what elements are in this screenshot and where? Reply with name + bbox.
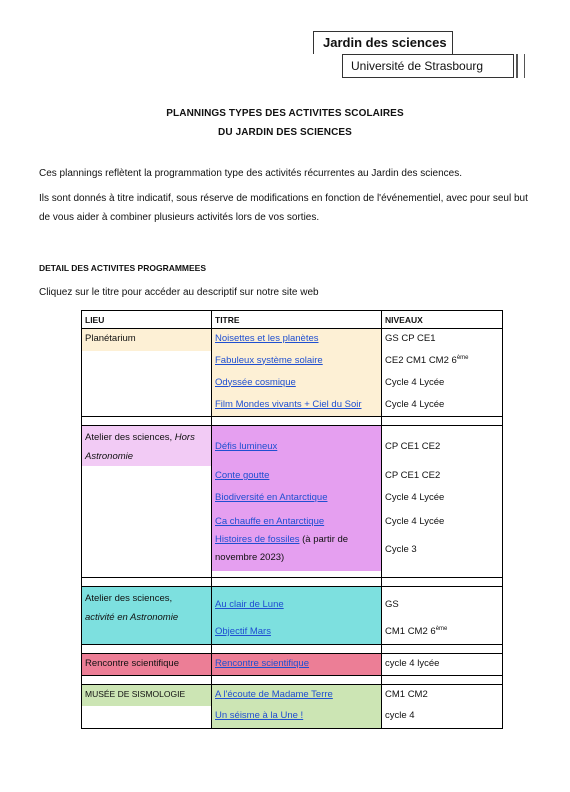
table-row: [82, 488, 503, 510]
niveau-cell: GS: [382, 586, 503, 622]
activity-link[interactable]: Film Mondes vivants + Ciel du Soir: [215, 398, 362, 410]
table-row: [82, 653, 503, 675]
table-row: [82, 395, 503, 417]
table-header-row: [82, 311, 503, 329]
niveau-cell: cycle 4: [382, 706, 503, 728]
lieu-empty: [82, 466, 212, 488]
logo-jardin-des-sciences: Jardin des sciences: [313, 31, 453, 54]
niveau-cell: CP CE1 CE2: [382, 466, 503, 488]
table-row: [82, 351, 503, 373]
lieu-rencontre: Rencontre scientifique: [82, 653, 212, 675]
lieu-empty: [82, 351, 212, 373]
intro-paragraph-1: Ces plannings reflètent la programmation type des activités récurrentes au Jardin des sciences.: [39, 168, 462, 179]
activity-link[interactable]: Conte goutte: [215, 470, 270, 481]
logo-universite-strasbourg: Université de Strasbourg: [342, 54, 514, 78]
niveau-cell: cycle 4 lycée: [382, 653, 503, 675]
header-lieu: LIEU: [82, 311, 212, 329]
table-row: [82, 510, 503, 571]
page-title-line2: DU JARDIN DES SCIENCES: [218, 127, 352, 138]
activity-link[interactable]: Histoires de fossiles: [215, 534, 300, 545]
table-gap: [82, 675, 503, 684]
activity-link[interactable]: Ca chauffe en Antarctique: [215, 516, 325, 527]
intro-paragraph-2: Ils sont donnés à titre indicatif, sous réserve de modifications en fonction de l'événementiel, avec pour seul but de vous aider à combiner plusieurs activités lors de vos sorties.: [39, 193, 528, 223]
lieu-planetarium: Planétarium: [82, 329, 212, 351]
table-row: [82, 684, 503, 706]
logo-bar: [524, 54, 525, 78]
activities-table: [81, 310, 503, 729]
table-gap: [82, 417, 503, 426]
activity-link[interactable]: Au clair de Lune: [215, 598, 284, 610]
activity-note: (à partir de novembre 2023): [215, 534, 349, 563]
niveau-cell: CM1 CM2: [382, 684, 503, 706]
activity-link[interactable]: Un séisme à la Une !: [215, 710, 304, 721]
activity-link[interactable]: A l'écoute de Madame Terre: [215, 688, 333, 700]
lieu-empty: [82, 395, 212, 417]
table-row: [82, 329, 503, 351]
logo-bar: [516, 54, 518, 78]
table-gap: [82, 644, 503, 653]
lieu-atelier-hors-astronomie: Atelier des sciences, Hors Astronomie: [82, 426, 212, 467]
activity-link[interactable]: Biodiversité en Antarctique: [215, 492, 328, 503]
niveau-cell: GS CP CE1: [382, 329, 503, 351]
niveau-cell: Cycle 4 Lycée: [382, 373, 503, 395]
niveau-cell: Cycle 4 Lycée: [382, 395, 503, 417]
click-note: Cliquez sur le titre pour accéder au descriptif sur notre site web: [39, 287, 319, 298]
activity-link[interactable]: Défis lumineux: [215, 440, 278, 452]
lieu-empty: [82, 510, 212, 571]
niveau-cell: Cycle 4 Lycée Cycle 3: [382, 510, 503, 571]
lieu-musee-sismologie: MUSÉE DE SISMOLOGIE: [82, 684, 212, 706]
table-row: [82, 706, 503, 728]
lieu-atelier-astronomie: Atelier des sciences, activité en Astronomie: [82, 586, 212, 644]
table-row: [82, 373, 503, 395]
activity-link[interactable]: Rencontre scientifique: [215, 657, 309, 669]
niveau-cell: CE2 CM1 CM2 6ème: [382, 351, 503, 373]
lieu-empty: [82, 706, 212, 728]
table-row: [82, 466, 503, 488]
activity-link[interactable]: Objectif Mars: [215, 626, 271, 637]
activity-link[interactable]: Noisettes et les planètes: [215, 333, 319, 344]
activity-link[interactable]: Odyssée cosmique: [215, 376, 296, 388]
lieu-empty: [82, 373, 212, 395]
page-title-line1: PLANNINGS TYPES DES ACTIVITES SCOLAIRES: [166, 108, 404, 119]
table-row: [82, 426, 503, 467]
activity-link[interactable]: Fabuleux système solaire: [215, 354, 323, 366]
lieu-empty: [82, 488, 212, 510]
niveau-cell: Cycle 4 Lycée: [382, 488, 503, 510]
niveau-cell: CP CE1 CE2: [382, 426, 503, 467]
section-heading: DETAIL DES ACTIVITES PROGRAMMEES: [39, 263, 207, 273]
table-row: [82, 586, 503, 622]
niveau-cell: CM1 CM2 6ème: [382, 622, 503, 644]
header-titre: TITRE: [212, 311, 382, 329]
header-niveaux: NIVEAUX: [382, 311, 503, 329]
table-gap: [82, 577, 503, 586]
